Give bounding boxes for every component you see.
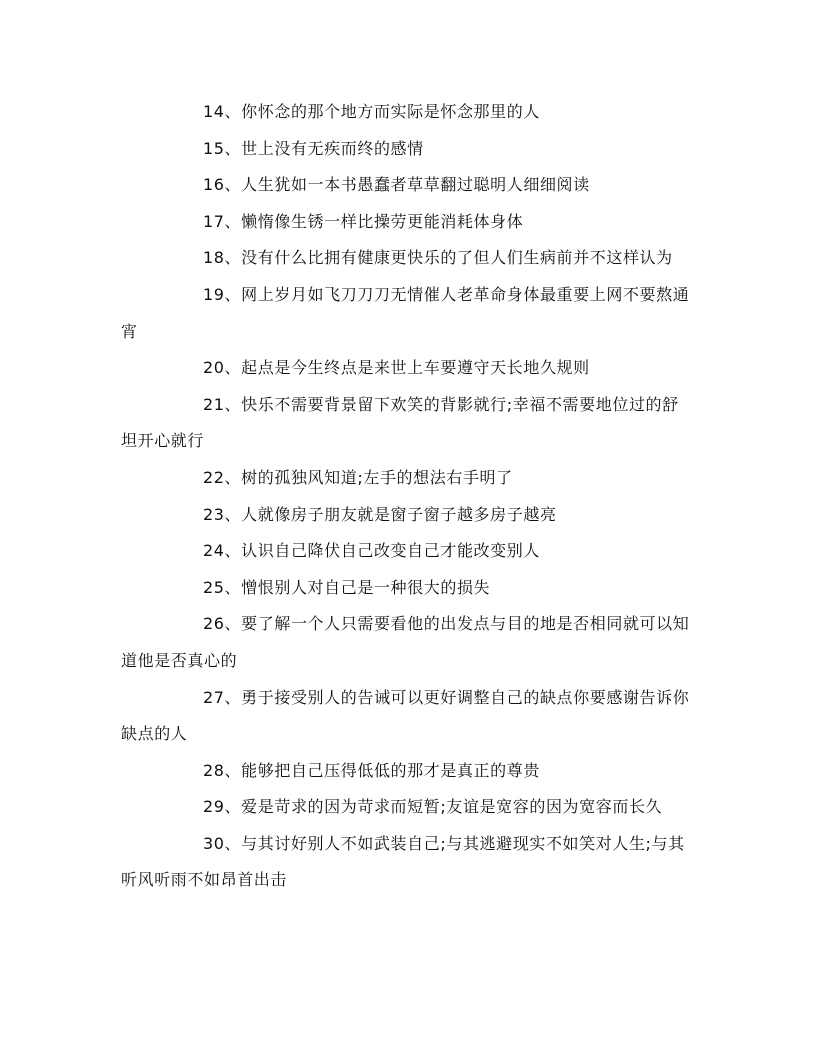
quote-item-22: 22、树的孤独风知道;左手的想法右手明了 bbox=[203, 467, 513, 487]
quote-item-28: 28、能够把自己压得低低的那才是真正的尊贵 bbox=[203, 760, 540, 780]
quote-item-27: 27、勇于接受别人的告诫可以更好调整自己的缺点你要感谢告诉你缺点的人 bbox=[121, 687, 690, 744]
quote-list bbox=[121, 94, 693, 899]
quote-item-24: 24、认识自己降伏自己改变自己才能改变别人 bbox=[203, 541, 540, 561]
quote-item-17: 17、懒惰像生锈一样比操劳更能消耗体身体 bbox=[203, 211, 524, 231]
quote-item-15: 15、世上没有无疾而终的感情 bbox=[203, 138, 424, 158]
quote-item-26: 26、要了解一个人只需要看他的出发点与目的地是否相同就可以知道他是否真心的 bbox=[121, 614, 690, 670]
quote-item-20: 20、起点是今生终点是来世上车要遵守天长地久规则 bbox=[203, 358, 590, 378]
quote-item-25: 25、憎恨别人对自己是一种很大的损失 bbox=[203, 577, 491, 597]
quote-item-18: 18、没有什么比拥有健康更快乐的了但人们生病前并不这样认为 bbox=[203, 248, 673, 268]
quote-item-30: 30、与其讨好别人不如武装自己;与其逃避现实不如笑对人生;与其听风听雨不如昂首出击 bbox=[121, 833, 685, 890]
quote-item-16: 16、人生犹如一本书愚蠢者草草翻过聪明人细细阅读 bbox=[203, 175, 590, 195]
quote-item-21: 21、快乐不需要背景留下欢笑的背影就行;幸福不需要地位过的舒坦开心就行 bbox=[121, 394, 679, 451]
quote-item-29: 29、爱是苛求的因为苛求而短暂;友谊是宽容的因为宽容而长久 bbox=[203, 797, 663, 817]
quote-item-23: 23、人就像房子朋友就是窗子窗子越多房子越亮 bbox=[203, 504, 557, 524]
quote-item-19: 19、网上岁月如飞刀刀刀无情催人老革命身体最重要上网不要熬通宵 bbox=[121, 284, 690, 341]
quote-item-14: 14、你怀念的那个地方而实际是怀念那里的人 bbox=[203, 102, 540, 121]
